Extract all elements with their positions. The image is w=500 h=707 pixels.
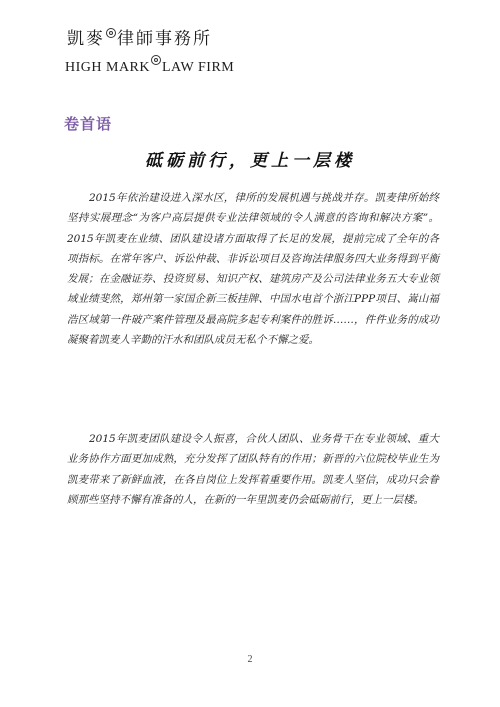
article-title: 砥砺前行，更上一层楼	[145, 151, 355, 171]
firm-logo	[65, 28, 295, 76]
firm-name-english	[65, 55, 295, 76]
firm-name-en-part1: HIGH MARK	[65, 60, 150, 75]
firm-name-cn-part1: 凱麥	[67, 29, 105, 49]
body-paragraph-2: 2015年凯麦团队建设令人振喜，合伙人团队、业务骨干在专业领域、重大业务协作方面更加成熟，充分发挥了团队特有的作用；新晋的六位院校毕业生为凯麦带来了新鲜血液，在各自岗位上发挥着重要作用。凯麦人坚信，成功只会眷顾那些坚持不懈有准备的人，在新的一年里凯麦仍会砥砺前行，更上一层楼。	[67, 433, 439, 506]
firm-name-chinese	[67, 28, 295, 49]
firm-name-en-part2: LAW FIRM	[162, 60, 235, 75]
section-label: 卷首语	[64, 115, 113, 133]
body-paragraph-1: 2015年依治建设进入深水区，律所的发展机遇与挑战并存。凯麦律所始终坚持实展理念“为客户高层提供专业法律领域的令人满意的咨询和解决方案”。2015年凯麦在业绩、团队建设诸方面取得了长足的发展，提前完成了全年的各项指标。在常年客户、诉讼仲裁、非诉讼项目及咨询法律服务四大业务得到平衡发展；在金融证券、投资贸易、知识产权、建筑房产及公司法律业务五大专业领域业绩斐然，郑州第一家国企新三板挂牌、中国水电首个浙江PPP项目、嵩山福浩区域第一件破产案件管理及最高院多起专利案件的胜诉……，件件业务的成功凝聚着凯麦人辛勤的汗水和团队成员无私个不懈之爱。	[67, 192, 439, 347]
registered-mark-icon	[151, 55, 161, 65]
firm-name-cn-part2: 律師事務所	[117, 29, 212, 49]
registered-mark-icon	[106, 28, 116, 38]
page-number: 2	[247, 654, 253, 665]
